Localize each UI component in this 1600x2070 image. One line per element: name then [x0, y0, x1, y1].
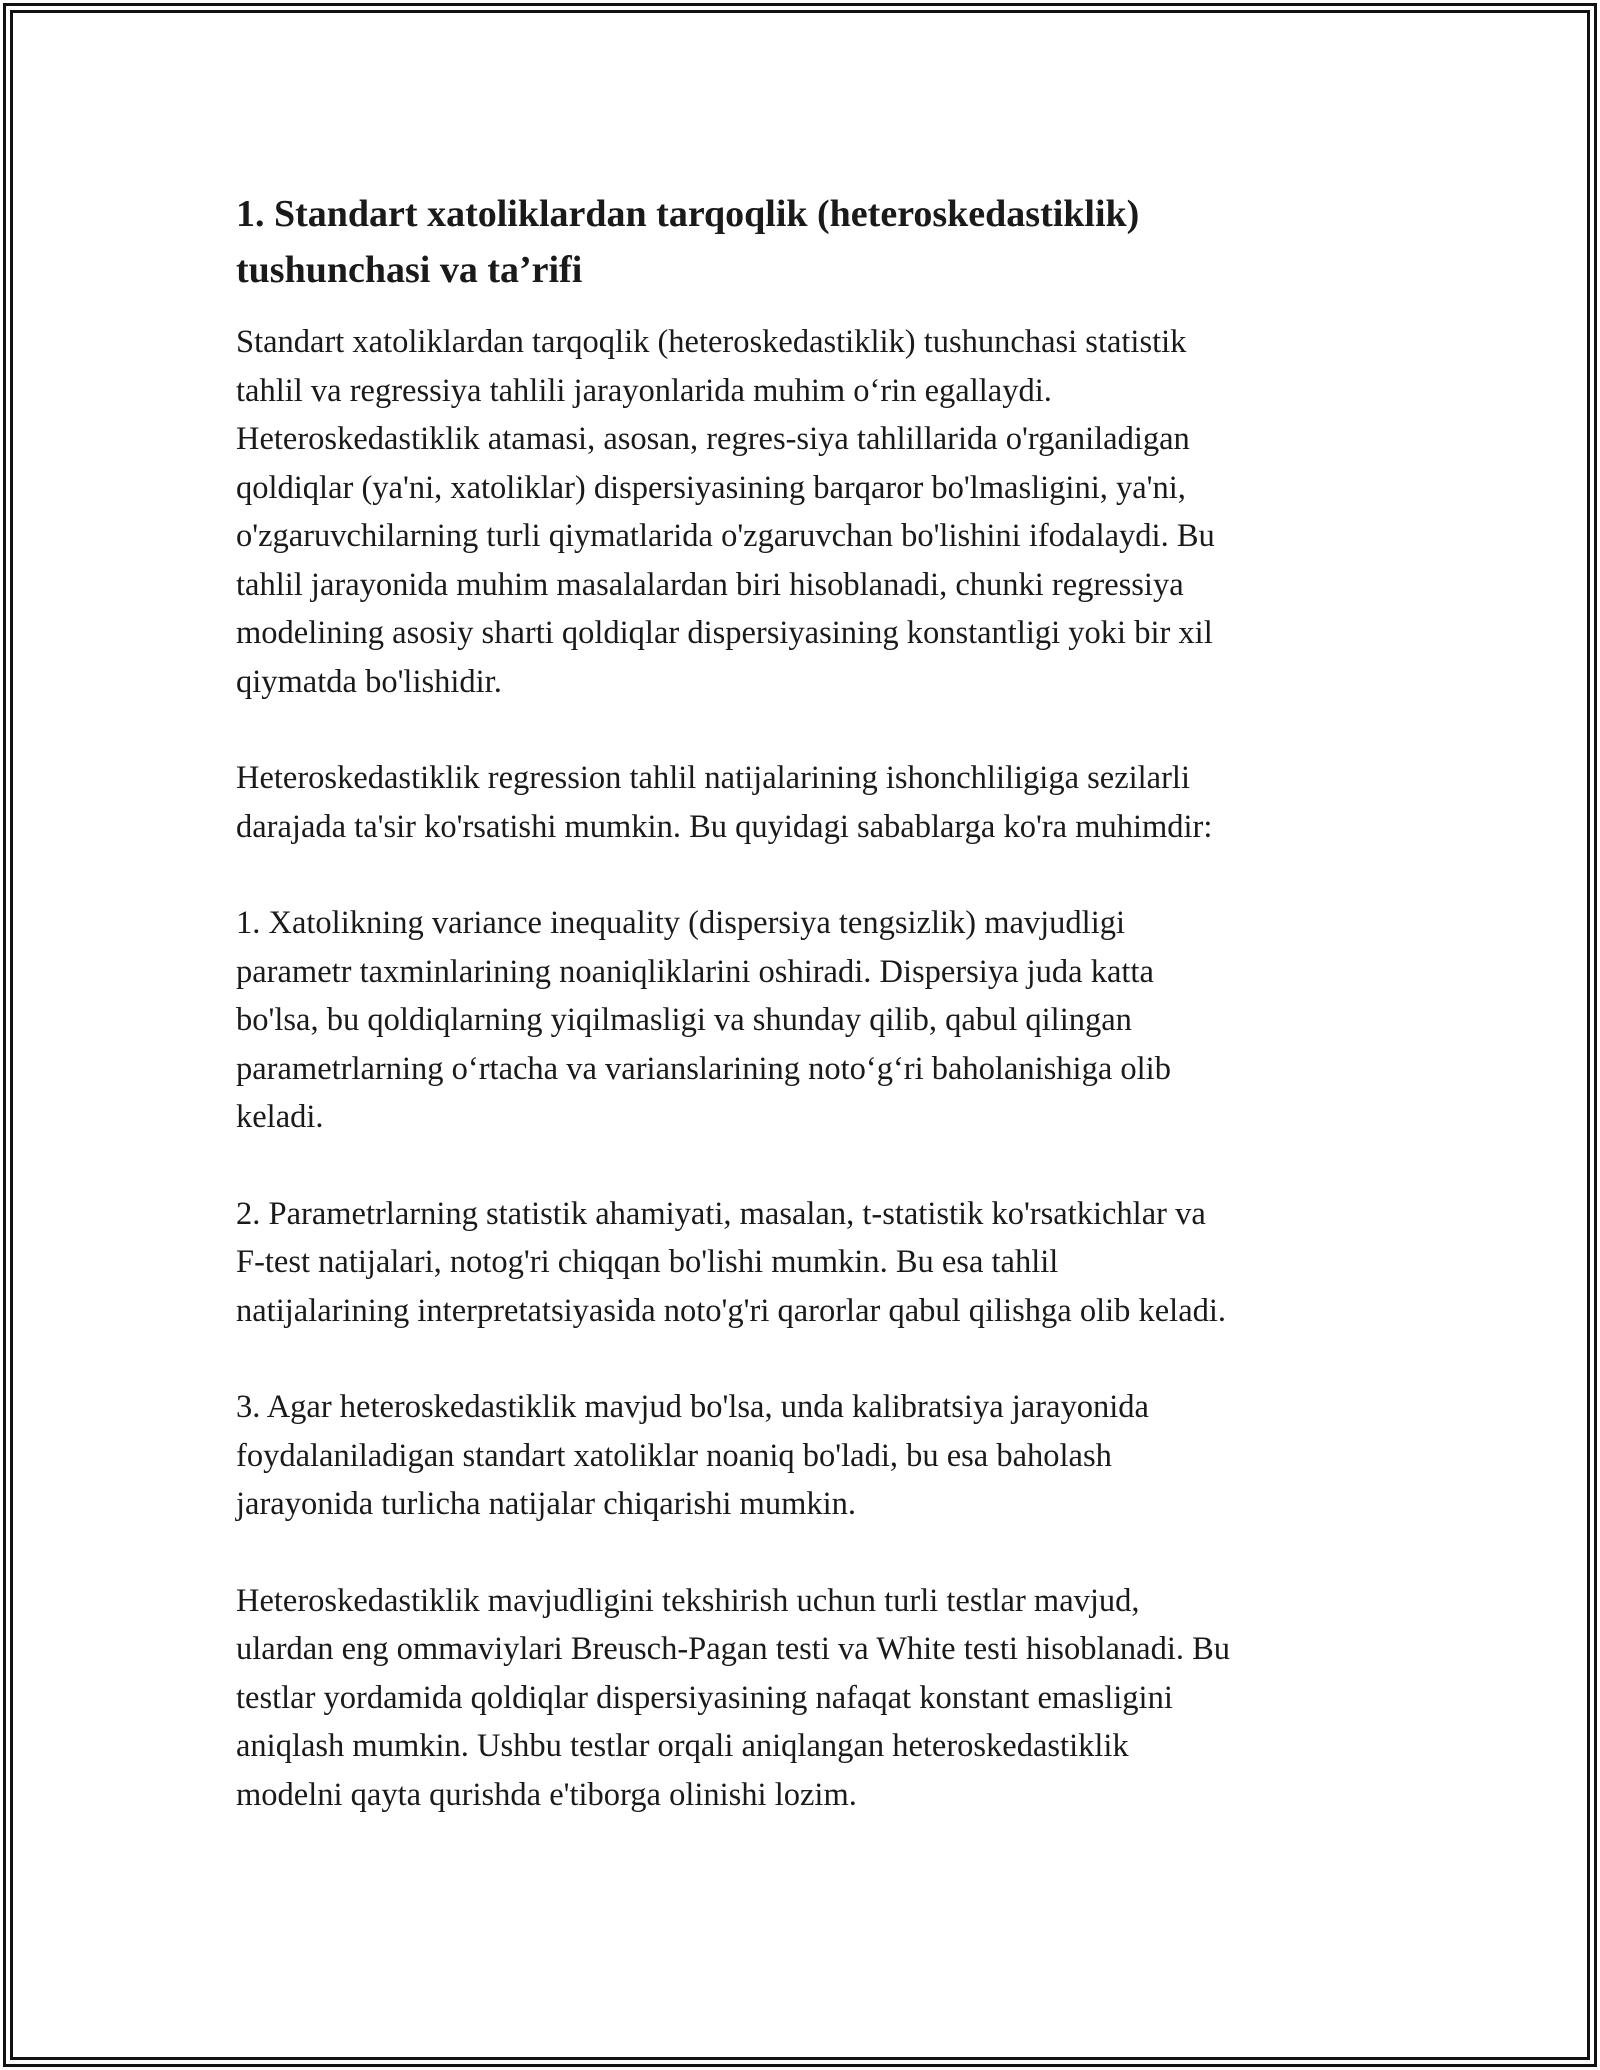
text-line: F-test natijalari, notog'ri chiqqan bo'lishi mumkin. Bu esa tahlil — [236, 1244, 1059, 1280]
text-line: Heteroskedastiklik mavjudligini tekshirish uchun turli testlar mavjud, — [236, 1582, 1140, 1619]
text-line: bo'lsa, bu qoldiqlarning yiqilmasligi va shunday qilib, qabul qilingan — [236, 1002, 1132, 1038]
text-line: parametrlarning o‘rtacha va varianslarining noto‘g‘ri baholanishiga olib — [236, 1050, 1171, 1087]
text-line: 1. Xatolikning variance inequality (dispersiya tengsizlik) mavjudligi — [236, 905, 1126, 941]
text-line: qoldiqlar (ya'ni, xatoliklar) dispersiyasining barqaror bo'lmasligini, ya'ni, — [236, 469, 1186, 506]
text-line: Heteroskedastiklik regression tahlil natijalarining ishonchliligiga sezilarli — [236, 760, 1190, 796]
list-item-3 — [236, 1383, 1366, 1529]
section-title-line: 1. Standart xatoliklardan tarqoqlik (heteroskedastiklik) — [236, 193, 1140, 235]
list-item-2 — [236, 1190, 1366, 1336]
text-line: tahlil va regressiya tahlili jarayonlarida muhim o‘rin egallaydi. — [236, 372, 1052, 409]
text-line: testlar yordamida qoldiqlar dispersiyasining nafaqat konstant emasligini — [236, 1679, 1173, 1716]
text-line: modelni qayta qurishda e'tiborga olinishi lozim. — [236, 1776, 857, 1813]
text-line: Heteroskedastiklik atamasi, asosan, regres-siya tahlillarida o'rganiladigan — [236, 421, 1190, 457]
text-line: 3. Agar heteroskedastiklik mavjud bo'lsa, unda kalibratsiya jarayonida — [236, 1389, 1149, 1425]
list-item-1 — [236, 899, 1366, 1142]
text-line: modelining asosiy sharti qoldiqlar dispersiyasining konstantligi yoki bir xil — [236, 615, 1213, 651]
section-title — [236, 186, 1366, 298]
paragraph-definition — [236, 318, 1366, 706]
text-line: Standart xatoliklardan tarqoqlik (heteroskedastiklik) tushunchasi statistik — [236, 324, 1187, 360]
paragraph-importance — [236, 754, 1366, 851]
text-line: keladi. — [236, 1099, 324, 1135]
text-line: ulardan eng ommaviylari Breusch-Pagan testi va White testi hisoblanadi. Bu — [236, 1631, 1231, 1667]
text-line: jarayonida turlicha natijalar chiqarishi mumkin. — [236, 1486, 857, 1522]
text-line: 2. Parametrlarning statistik ahamiyati, masalan, t-statistik ko'rsatkichlar va — [236, 1195, 1206, 1232]
text-line: aniqlash mumkin. Ushbu testlar orqali aniqlangan heteroskedastiklik — [236, 1728, 1129, 1764]
text-line: qiymatda bo'lishidir. — [236, 663, 502, 700]
document-body — [236, 186, 1366, 1819]
text-line: tahlil jarayonida muhim masalalardan biri hisoblanadi, chunki regressiya — [236, 566, 1184, 603]
text-line: o'zgaruvchilarning turli qiymatlarida o'zgaruvchan bo'lishini ifodalaydi. Bu — [236, 518, 1215, 554]
text-line: natijalarining interpretatsiyasida noto'g'ri qarorlar qabul qilishga olib keladi. — [236, 1292, 1227, 1329]
text-line: foydalaniladigan standart xatoliklar noaniq bo'ladi, bu esa baholash — [236, 1437, 1112, 1474]
paragraph-tests — [236, 1577, 1366, 1820]
text-line: parametr taxminlarining noaniqliklarini oshiradi. Dispersiya juda katta — [236, 953, 1154, 990]
section-title-line: tushunchasi va ta’rifi — [236, 249, 583, 291]
text-line: darajada ta'sir ko'rsatishi mumkin. Bu quyidagi sabablarga ko'ra muhimdir: — [236, 808, 1213, 845]
